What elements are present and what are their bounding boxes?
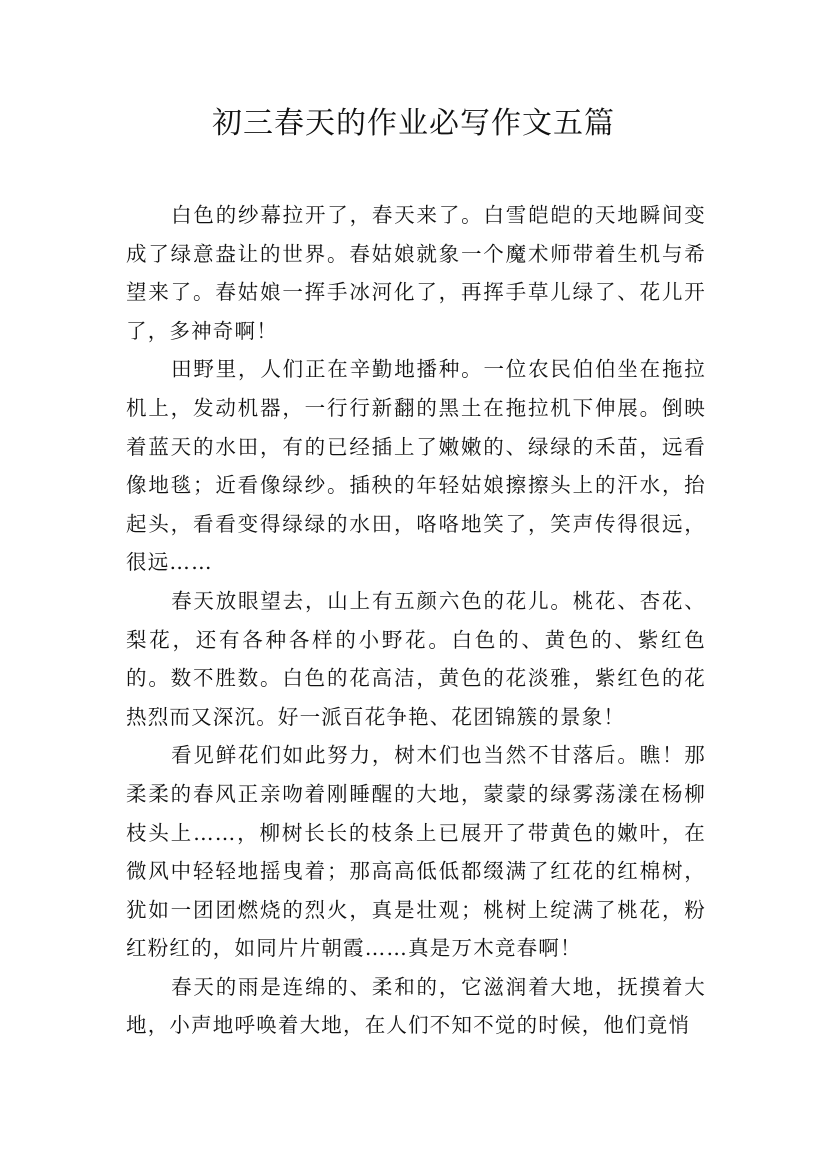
document-title: 初三春天的作业必写作文五篇 (212, 106, 615, 141)
paragraph-2: 田野里，人们正在辛勤地播种。一位农民伯伯坐在拖拉机上，发动机器，一行行新翻的黑土在拖拉机下伸展。倒映着蓝天的水田，有的已经插上了嫩嫩的、绿绿的禾苗，远看像地毯；近看像绿纱。插秧的年轻姑娘擦擦头上的汗水，抬起头，看看变得绿绿的水田，咯咯地笑了，笑声传得很远，很远…… (126, 357, 706, 575)
paragraph-3: 春天放眼望去，山上有五颜六色的花儿。桃花、杏花、梨花，还有各种各样的小野花。白色的、黄色的、紫红色的。数不胜数。白色的花高洁，黄色的花淡雅，紫红色的花热烈而又深沉。好一派百花争艳、花团锦簇的景象！ (126, 588, 706, 729)
paragraph-5: 春天的雨是连绵的、柔和的，它滋润着大地，抚摸着大地，小声地呼唤着大地，在人们不知不觉的时候，他们竟悄 (126, 974, 706, 1038)
document-body (126, 196, 706, 1045)
paragraph-4: 看见鲜花们如此努力，树木们也当然不甘落后。瞧！那柔柔的春风正亲吻着刚睡醒的大地，蒙蒙的绿雾荡漾在杨柳枝头上……，柳树长长的枝条上已展开了带黄色的嫩叶，在微风中轻轻地摇曳着；那高高低低都缀满了红花的红棉树，犹如一团团燃烧的烈火，真是壮观；桃树上绽满了桃花，粉红粉红的，如同片片朝霞……真是万木竞春啊！ (126, 743, 706, 961)
paragraph-1: 白色的纱幕拉开了，春天来了。白雪皑皑的天地瞬间变成了绿意盎让的世界。春姑娘就象一个魔术师带着生机与希望来了。春姑娘一挥手冰河化了，再挥手草儿绿了、花儿开了，多神奇啊！ (126, 203, 706, 343)
